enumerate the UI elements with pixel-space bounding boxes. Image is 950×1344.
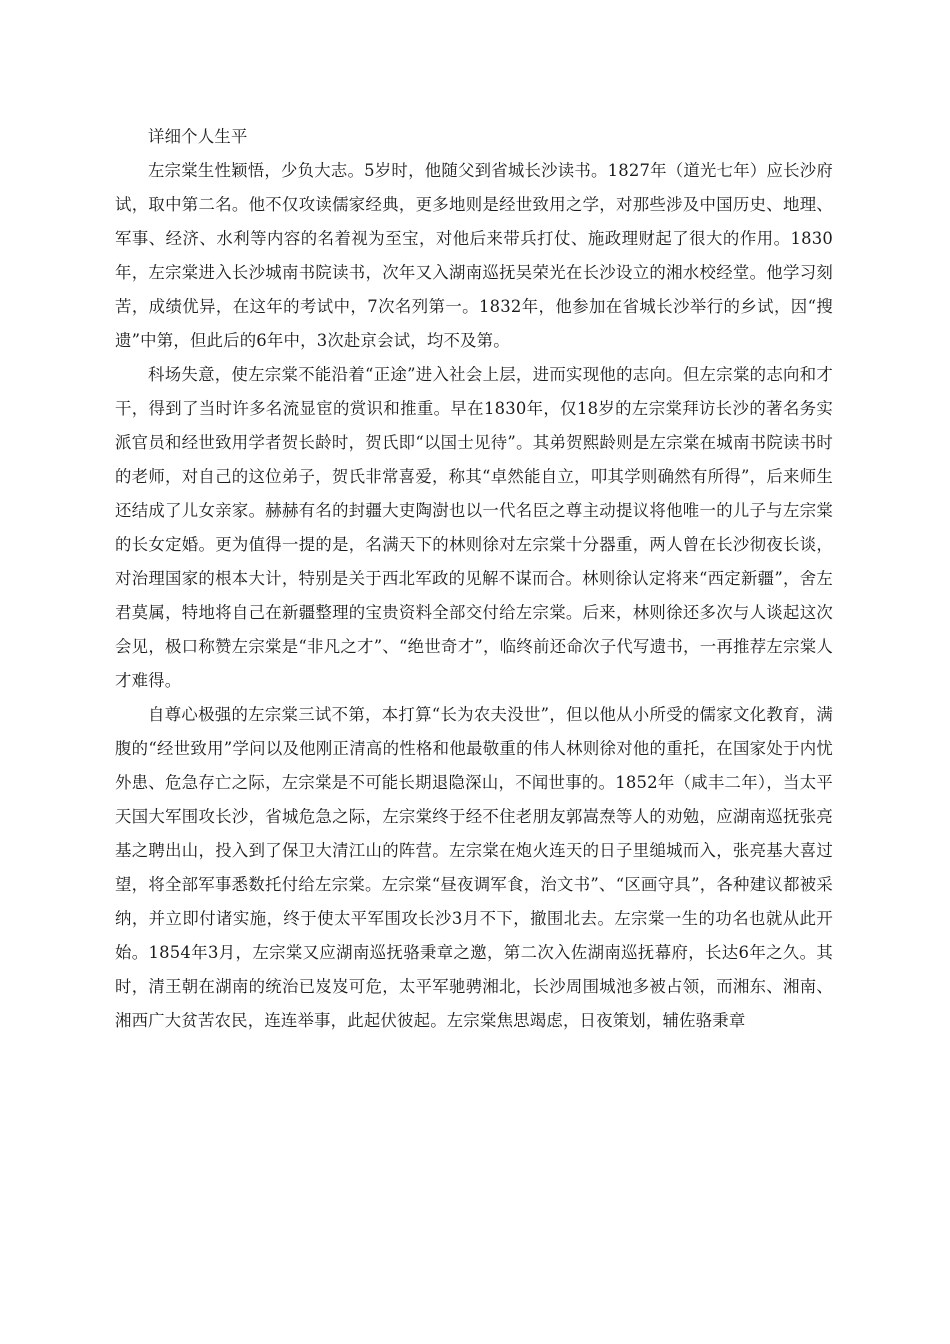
section-heading: 详细个人生平 (148, 127, 248, 146)
document-body (115, 120, 833, 1038)
paragraph-early-life: 左宗棠生性颖悟，少负大志。5岁时，他随父到省城长沙读书。1827年（道光七年）应长沙府试，取中第二名。他不仅攻读儒家经典，更多地则是经世致用之学，对那些涉及中国历史、地理、军事、经济、水利等内容的名着视为至宝，对他后来带兵打仗、施政理财起了很大的作用。1830年，左宗棠进入长沙城南书院读书，次年又入湖南巡抚吴荣光在长沙设立的湘水校经堂。他学习刻苦，成绩优异，在这年的考试中，7次名列第一。1832年，他参加在省城长沙举行的乡试，因“搜遗”中第，但此后的6年中，3次赴京会试，均不及第。 (115, 161, 833, 350)
paragraph-patrons: 科场失意，使左宗棠不能沿着“正途”进入社会上层，进而实现他的志向。但左宗棠的志向和才干，得到了当时许多名流显宦的赏识和推重。早在1830年，仅18岁的左宗棠拜访长沙的著名务实派官员和经世致用学者贺长龄时，贺氏即“以国士见待”。其弟贺熙龄则是左宗棠在城南书院读书时的老师，对自己的这位弟子，贺氏非常喜爱，称其“卓然能自立，叩其学则确然有所得”，后来师生还结成了儿女亲家。赫赫有名的封疆大吏陶澍也以一代名臣之尊主动提议将他唯一的儿子与左宗棠的长女定婚。更为值得一提的是，名满天下的林则徐对左宗棠十分器重，两人曾在长沙彻夜长谈，对治理国家的根本大计，特别是关于西北军政的见解不谋而合。林则徐认定将来“西定新疆”，舍左君莫属，特地将自己在新疆整理的宝贵资料全部交付给左宗棠。后来，林则徐还多次与人谈起这次会见，极口称赞左宗棠是“非凡之才”、“绝世奇才”，临终前还命次子代写遗书，一再推荐左宗棠人才难得。 (115, 365, 833, 690)
paragraph-career-start: 自尊心极强的左宗棠三试不第，本打算“长为农夫没世”，但以他从小所受的儒家文化教育，满腹的“经世致用”学问以及他刚正清高的性格和他最敬重的伟人林则徐对他的重托，在国家处于内忧外患、危急存亡之际，左宗棠是不可能长期退隐深山，不闻世事的。1852年（咸丰二年），当太平天国大军围攻长沙，省城危急之际，左宗棠终于经不住老朋友郭嵩焘等人的劝勉，应湖南巡抚张亮基之聘出山，投入到了保卫大清江山的阵营。左宗棠在炮火连天的日子里缒城而入，张亮基大喜过望，将全部军事悉数托付给左宗棠。左宗棠“昼夜调军食，治文书”、“区画守具”，各种建议都被采纳，并立即付诸实施，终于使太平军围攻长沙3月不下，撤围北去。左宗棠一生的功名也就从此开始。1854年3月，左宗棠又应湖南巡抚骆秉章之邀，第二次入佐湖南巡抚幕府，长达6年之久。其时，清王朝在湖南的统治已岌岌可危，太平军驰骋湘北，长沙周围城池多被占领，而湘东、湘南、湘西广大贫苦农民，连连举事，此起伏彼起。左宗棠焦思竭虑，日夜策划，辅佐骆秉章 (115, 705, 833, 1030)
